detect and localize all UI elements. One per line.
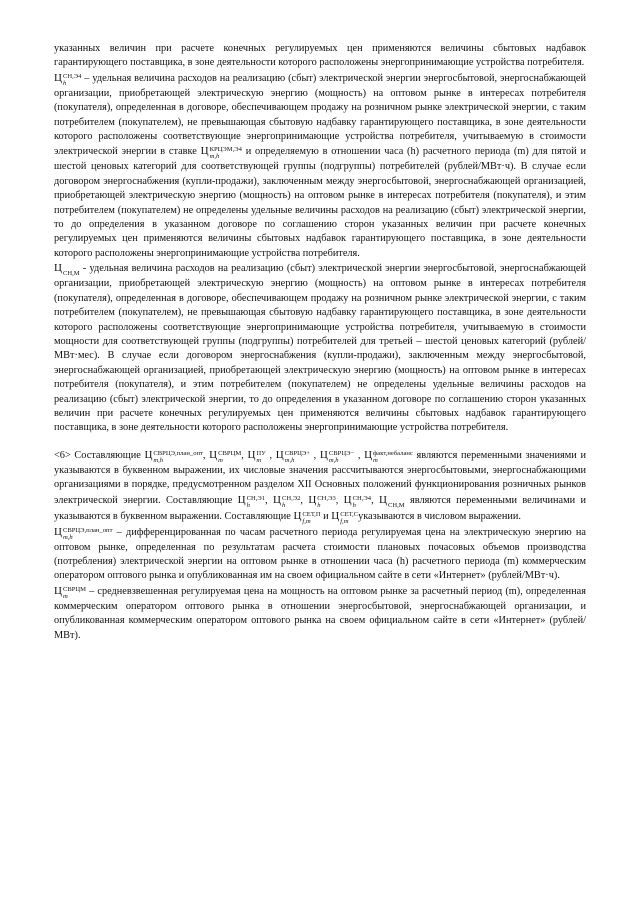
formula-symbol: Ц СН,М <box>54 262 80 278</box>
formula-symbol: Ц СЕТ,П f,m <box>293 509 321 525</box>
formula-symbol: Ц факт,небаланс m <box>364 448 413 464</box>
formula-symbol: Ц КРЦЭМ,Э4 m,h <box>200 145 242 161</box>
formula-symbol: Ц СН,Э4 h <box>343 493 372 509</box>
definition-paragraph-sn-e4: Ц СН,Э4 h – удельная величина расходов на реализацию (сбыт) электрической энергии энергосбытовой, энергоснабжающей организации, приобретающей электрическую энергию (мощность) на оптовом рынке в интересах потребителя (покупателя), определенная в договоре, обеспечивающем продажу на розничном рынке электрической энергии, с таким потребителем (покупателем), не превышающая сбытовую надбавку гарантирующего поставщика, в зоне деятельности которого расположены соответствующие энергопринимающие устройства потребителя, учитываемую в стоимости электрической энергии в ставке Ц КРЦЭМ,Э4 m,h и определяемую в отношении часа (h) расчетного периода (m) для пятой и шестой ценовых категорий для соответствующей группы (подгруппы) потребителей (рублей/МВт·ч). В случае если договором энергоснабжения (купли-продажи), заключенным между энергосбытовой, энергоснабжающей организацией, приобретающей электрическую энергию (мощность) на оптовом рынке в интересах потребителя (покупателя), и этим потребителем (покупателем) не определены удельные величины расходов на реализацию (сбыт) электрической энергии, то до определения в указанном договоре по соглашению сторон указанных величин при расчете конечных регулируемых цен применяются величины сбытовых надбавок гарантирующего поставщика, в зоне деятельности которого расположены энергопринимающие устройства потребителя. <box>54 71 586 259</box>
formula-symbol: Ц ПУ m <box>247 448 266 464</box>
formula-symbol: Ц СВРЦЭ,план_опт m,h <box>144 448 203 464</box>
formula-separator: , <box>202 449 210 461</box>
formula-symbol: Ц СН,Э1 h <box>237 493 266 509</box>
formula-symbol: Ц СВРЦМ m <box>54 584 87 600</box>
formula-separator: , <box>310 449 320 461</box>
formula-separator: , <box>300 494 309 506</box>
definition-paragraph-svrcm: Ц СВРЦМ m – средневзвешенная регулируемая цена на мощность на оптовом рынке за расчетный период (m), определенная коммерческим оператором оптового рынка в отношении энергосбытовой, энергоснабжающей организации, и опубликованная коммерческим оператором оптового рынка на своем официальном сайте в сети «Интернет» (рублей/МВт). <box>54 584 586 641</box>
formula-symbol: Ц СВРЦЭ− m,h <box>319 448 355 464</box>
formula-symbol: Ц СН,Э3 h <box>308 493 336 509</box>
paragraph-continuation: указанных величин при расчете конечных регулируемых цен применяются величины сбытовых надбавок гарантирующего поставщика, в зоне деятельности которого расположены энергопринимающие устройства потребителя. <box>54 43 586 69</box>
formula-symbol: Ц СН,Э2 h <box>272 493 301 509</box>
document-page <box>54 42 586 643</box>
formula-symbol: Ц СВРЦЭ+ m,h <box>275 448 310 464</box>
formula-symbol: Ц СВРЦЭ,план_опт m,h <box>54 525 113 541</box>
formula-separator: , <box>265 449 276 461</box>
formula-symbol: Ц СН,М <box>379 493 405 509</box>
formula-symbol: Ц СВРЦМ m <box>209 448 242 464</box>
definition-paragraph-svrce-plan: Ц СВРЦЭ,план_опт m,h – дифференцированная по часам расчетного периода регулируемая цена на электрическую энергию на оптовом рынке, определенная по результатам расчета стоимости плановых почасовых объемов производства (потребления) электрической энергии на оптовом рынке в отношении часа (h) расчетного периода (m) коммерческим оператором оптового рынка и опубликованная им на своем официальном сайте в сети «Интернет» (рублей/МВт·ч). <box>54 525 586 582</box>
footnote-6-paragraph: <6> Составляющие Ц СВРЦЭ,план_опт m,h , Ц СВРЦМ m , Ц ПУ m , Ц СВРЦЭ+ m,h , Ц СВРЦЭ− m,h , Ц факт,небаланс m являются переменными значениями и указываются в буквенном выражении, их числовые значения рассчитываются энергосбытовыми, энергоснабжающими организациями в порядке, предусмотренном разделом XII Основных положений функционирования розничных рынков электрической энергии. Составляющие Ц СН,Э1 h , Ц СН,Э2 h , Ц СН,Э3 h , Ц СН,Э4 h , Ц СН,М являются переменными величинами и указываются в буквенном выражении. Составляющие Ц СЕТ,П f,m и Ц СЕТ,С f,m указываются в числовом выражении. <box>54 448 587 525</box>
definition-paragraph-sn-m: Ц СН,М - удельная величина расходов на реализацию (сбыт) электрической энергии энергосбытовой, энергоснабжающей организации, приобретающей электрическую энергию (мощность) на оптовом рынке в интересах потребителя (покупателя), определенная в договоре, обеспечивающем продажу на розничном рынке электрической энергии, с таким потребителем (покупателем), не превышающая сбытовую надбавку гарантирующего поставщика, в зоне деятельности которого расположены соответствующие энергопринимающие устройства потребителя, учитываемую в стоимости мощности для соответствующей группы (подгруппы) потребителей для третьей – шестой ценовых категорий (рублей/МВт·мес). В случае если договором энергоснабжения (купли-продажи), заключенным между энергосбытовой, энергоснабжающей организацией, приобретающей электрическую энергию (мощность) на оптовом рынке в интересах потребителя (покупателя), и этим потребителем (покупателем) не определены удельные величины расходов на реализацию (сбыт) электрической энергии, то до определения в указанном договоре по соглашению сторон указанных величин при расчете конечных регулируемых цен применяются величины сбытовых надбавок гарантирующего поставщика, в зоне деятельности которого расположены энергопринимающие устройства потребителя. <box>54 262 586 434</box>
formula-separator: , <box>241 449 248 461</box>
formula-separator: и <box>320 510 332 522</box>
paragraph-gap <box>54 436 586 448</box>
formula-separator: , <box>335 494 344 506</box>
formula-separator: , <box>354 449 365 461</box>
formula-symbol: Ц СН,Э4 h <box>54 71 82 87</box>
formula-separator: , <box>371 494 380 506</box>
formula-separator: , <box>265 494 273 506</box>
formula-symbol: Ц СЕТ,С f,m <box>331 509 359 525</box>
